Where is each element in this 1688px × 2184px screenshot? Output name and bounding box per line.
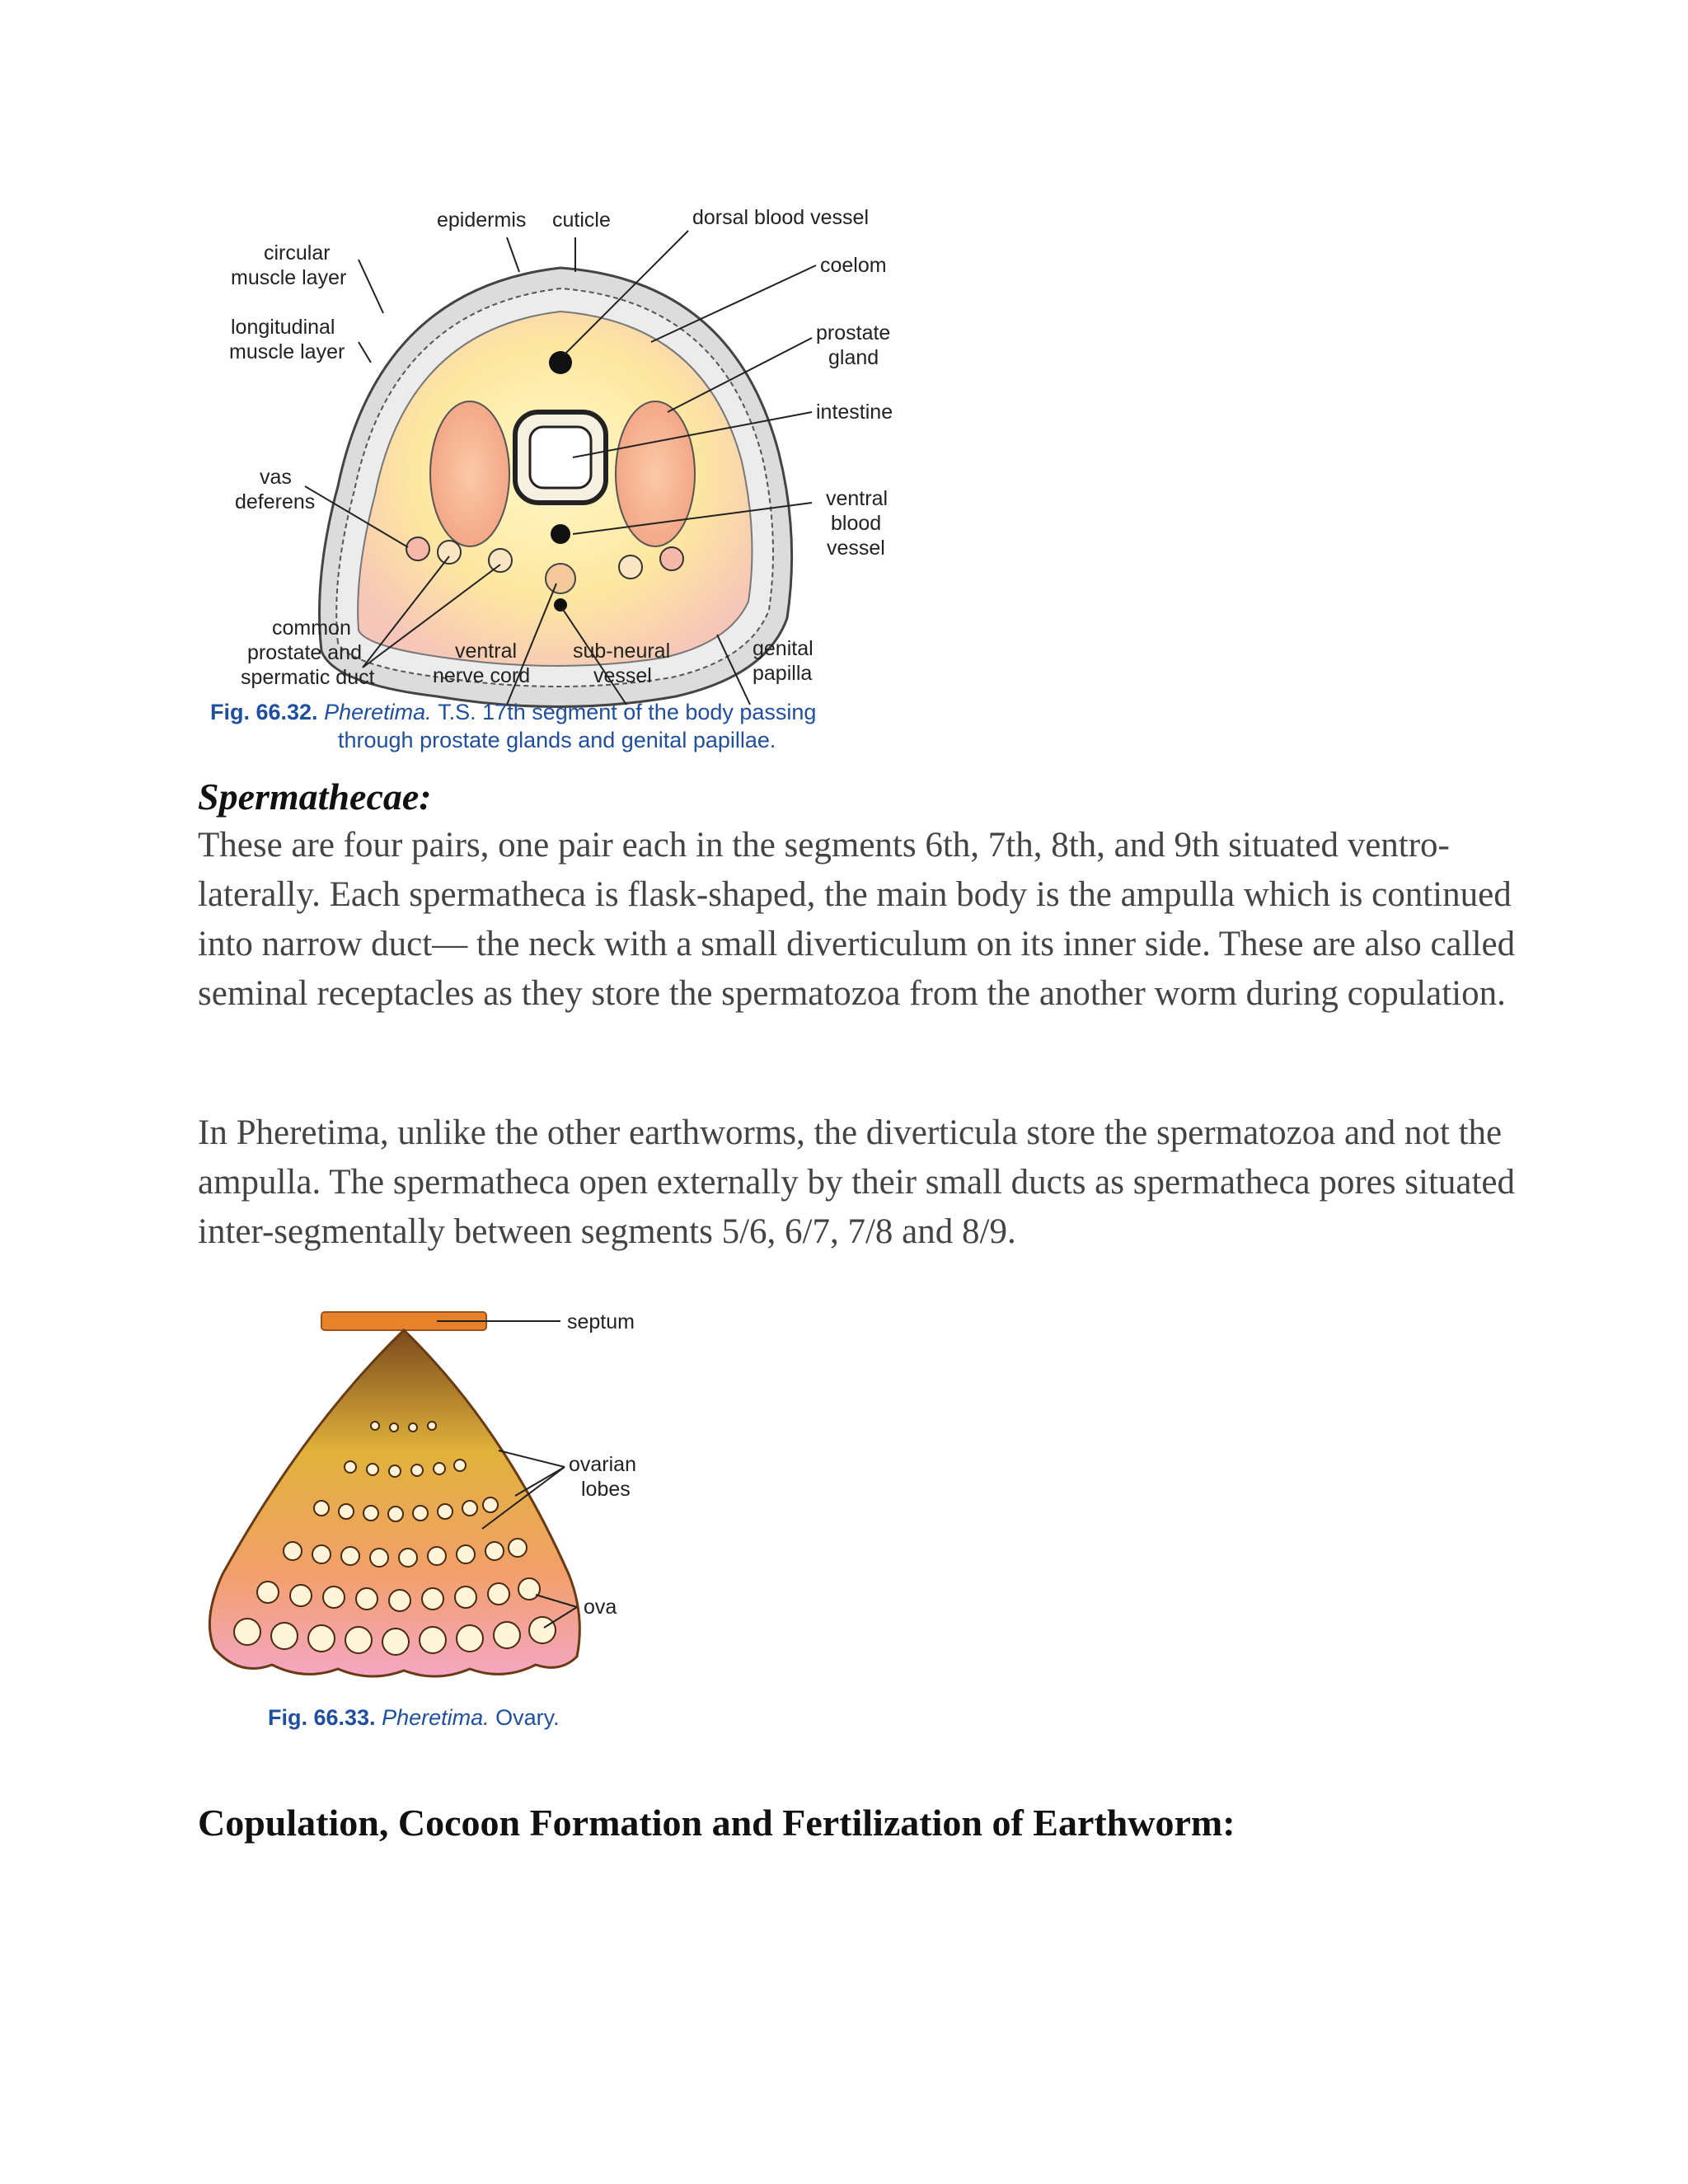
figure2-caption	[268, 1705, 560, 1730]
ventral-nerve-cord	[546, 564, 575, 593]
ovary-body	[209, 1330, 579, 1676]
label-vas-1: vas	[260, 466, 292, 489]
sub-neural-vessel	[554, 598, 567, 612]
spermathecae-heading: Spermathecae:	[198, 776, 432, 818]
duct-left-1	[438, 541, 461, 564]
figure1-caption-number: Fig. 66.32.	[210, 700, 318, 724]
label-intestine: intestine	[816, 401, 893, 424]
dorsal-blood-vessel	[549, 351, 572, 374]
label-subneural-1: sub-neural	[573, 640, 671, 663]
label-ventral-3: vessel	[827, 537, 885, 560]
label-nerve-2: nerve cord	[433, 664, 531, 687]
cross-section-figure	[190, 190, 931, 766]
label-ventral-1: ventral	[826, 487, 889, 510]
label-prostate-1: prostate	[816, 321, 891, 344]
label-ovarian-2: lobes	[581, 1478, 631, 1501]
ovary-figure	[190, 1302, 684, 1747]
ventral-blood-vessel	[551, 524, 570, 544]
figure2-caption-number: Fig. 66.33.	[268, 1705, 376, 1730]
vas-deferens	[406, 537, 429, 560]
label-ova: ova	[584, 1596, 617, 1619]
label-coelom: coelom	[820, 254, 887, 277]
label-genital-1: genital	[753, 637, 814, 660]
label-genital-2: papilla	[753, 662, 813, 685]
label-vas-2: deferens	[235, 490, 316, 513]
label-prostate-2: gland	[828, 346, 879, 369]
label-septum: septum	[567, 1310, 635, 1333]
copulation-heading: Copulation, Cocoon Formation and Fertilization of Earthworm:	[198, 1802, 1236, 1844]
label-cuticle: cuticle	[552, 209, 611, 232]
label-circular-2: muscle layer	[231, 266, 347, 289]
intestine-inner	[530, 427, 591, 488]
label-nerve-1: ventral	[455, 640, 518, 663]
label-longitudinal-1: longitudinal	[231, 316, 335, 339]
spermathecae-paragraph-1: These are four pairs, one pair each in the segments 6th, 7th, 8th, and 9th situated ventro-laterally. Each spermatheca is flask-shaped, the main body is the ampulla which is continued into narrow duct— the neck with a small diverticulum on its inner side. These are also called seminal receptacles as they store the spermatozoa from the another worm during copulation.	[198, 826, 1516, 1013]
label-ventral-2: blood	[831, 512, 882, 535]
spermathecae-paragraph-2: In Pheretima, unlike the other earthworms, the diverticula store the spermatozoa and not the ampulla. The spermatheca open externally by their small ducts as spermatheca pores situated inter-segmentally between segments 5/6, 6/7, 7/8 and 8/9.	[198, 1113, 1516, 1251]
label-dorsal-blood-vessel: dorsal blood vessel	[692, 206, 870, 229]
label-common-3: spermatic duct	[241, 666, 375, 689]
duct-right-1	[619, 555, 642, 579]
label-common-1: common	[272, 616, 351, 640]
label-common-2: prostate and	[247, 641, 362, 664]
label-subneural-2: vessel	[593, 664, 652, 687]
duct-left-2	[489, 549, 512, 572]
figure2-caption-rest: Ovary.	[495, 1705, 560, 1730]
duct-right-2	[660, 547, 683, 570]
prostate-gland-left	[430, 401, 509, 546]
figure2-caption-genus: Pheretima.	[382, 1705, 490, 1730]
label-circular-1: circular	[264, 241, 331, 265]
label-longitudinal-2: muscle layer	[229, 340, 345, 363]
figure1-caption-line1	[210, 700, 816, 724]
label-ovarian-1: ovarian	[569, 1453, 636, 1476]
prostate-gland-right	[616, 401, 695, 546]
label-epidermis: epidermis	[437, 209, 527, 232]
figure1-caption-rest: T.S. 17th segment of the body passing	[438, 700, 817, 724]
figure1-caption-line2: through prostate glands and genital papillae.	[338, 728, 776, 752]
figure1-caption-genus: Pheretima.	[324, 700, 432, 724]
